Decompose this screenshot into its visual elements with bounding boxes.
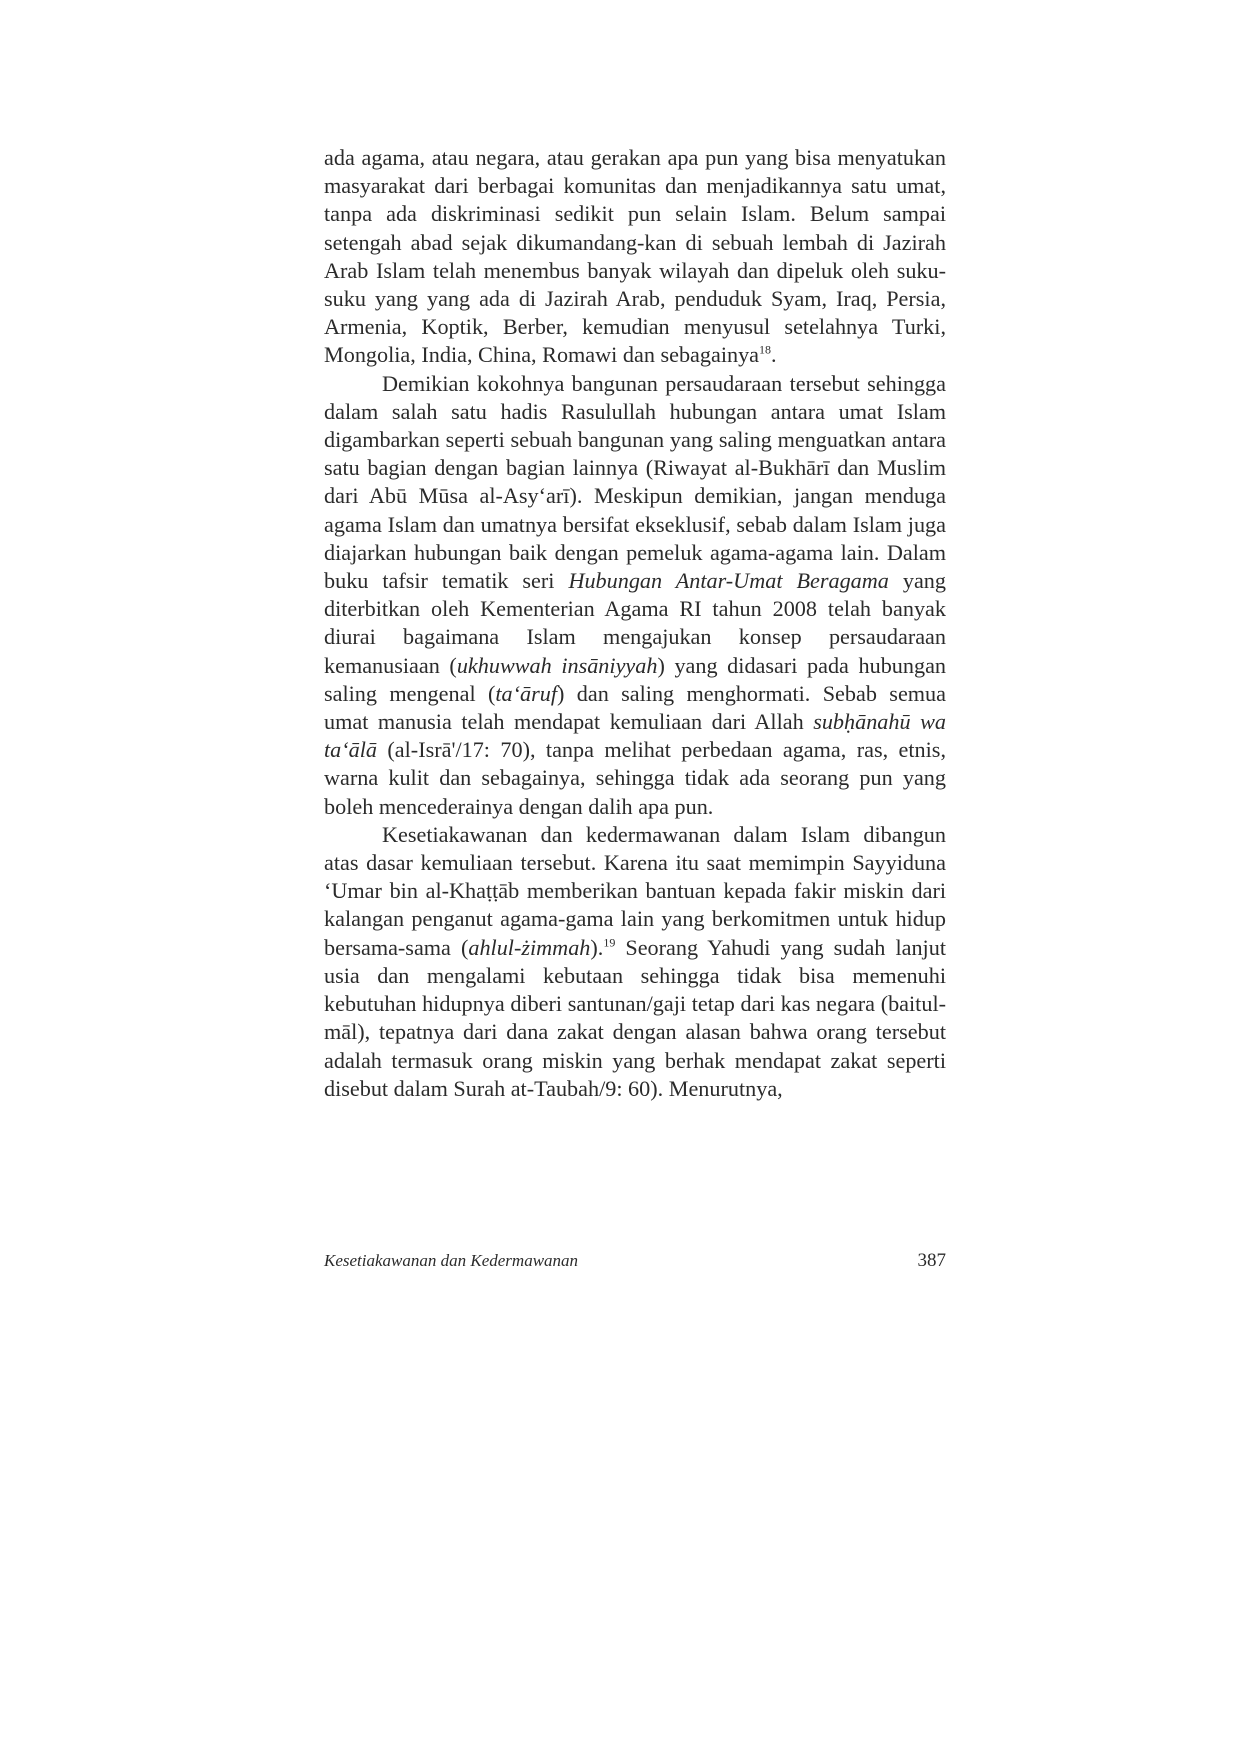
term-ahlul-zimmah: ahlul-żimmah [468,934,591,960]
paragraph-2-part-5: (al-Isrā'/17: 70), tanpa melihat perbedaan agama, ras, etnis, warna kulit dan sebagainya, sehingga tidak ada seorang pun yang boleh mencederainya dengan dalih apa pun. [324,737,946,819]
paragraph-2-part-1: Demikian kokohnya bangunan persaudaraan tersebut sehingga dalam salah satu hadis Rasulullah hubungan antara umat Islam digambarkan seperti sebuah bangunan yang saling menguatkan antara satu bagian dengan bagian lainnya (Riwayat al-Bukhārī dan Muslim dari Abū Mūsa al-Asy‘arī). Meskipun demikian, jangan menduga agama Islam dan umatnya bersifat ekseklusif, sebab dalam Islam juga diajarkan hubungan baik dengan pemeluk agama-agama lain. Dalam buku tafsir tematik seri [324,370,946,594]
book-series-title: Hubungan Antar-Umat Beragama [568,568,889,594]
paragraph-3 [324,821,946,1103]
term-ukhuwwah-insaniyyah: ukhuwwah insāniyyah [456,652,658,678]
paragraph-3-part-3: Seorang Yahudi yang sudah lanjut usia dan mengalami kebutaan sehingga tidak bisa memenuhi kebutuhan hidupnya diberi santunan/gaji tetap dari kas negara (baitul-māl), tepatnya dari dana zakat dengan alasan bahwa orang tersebut adalah termasuk orang miskin yang berhak mendapat zakat seperti disebut dalam Surah at-Taubah/9: 60). Menurutnya, [324,934,946,1101]
footnote-ref-19[interactable]: 19 [603,935,616,950]
term-taaruf: ta‘āruf [495,680,557,706]
page-body [324,144,946,1103]
paragraph-3-part-1: Kesetiakawanan dan kedermawanan dalam Islam dibangun atas dasar kemuliaan tersebut. Karena itu saat memimpin Sayyiduna ‘Umar bin al-Khaṭṭāb memberikan bantuan kepada fakir miskin dari kalangan penganut agama-gama lain yang berkomitmen untuk hidup bersama-sama ( [324,821,946,960]
paragraph-3-part-2: ). [590,934,604,960]
footnote-ref-18[interactable]: 18 [759,343,772,358]
paragraph-2-part-3: ) yang didasari pada hubungan saling mengenal ( [324,652,947,706]
paragraph-1 [324,144,946,370]
running-title: Kesetiakawanan dan Kedermawanan [324,1251,579,1270]
paragraph-1-end: . [771,342,777,368]
paragraph-1-text: ada agama, atau negara, atau gerakan apa pun yang bisa menyatukan masyarakat dari berbagai komunitas dan menjadikannya satu umat, tanpa ada diskriminasi sedikit pun selain Islam. Belum sampai setengah abad sejak dikumandang-kan di sebuah lembah di Jazirah Arab Islam telah menembus banyak wilayah dan dipeluk oleh suku-suku yang yang ada di Jazirah Arab, penduduk Syam, Iraq, Persia, Armenia, Koptik, Berber, kemudian menyusul setelahnya Turki, Mongolia, India, China, Romawi dan sebagainya [324,145,946,368]
paragraph-2 [324,370,946,821]
term-subhanahu-wa-taala: subḥānahū wa ta‘ālā [324,709,946,763]
page-number: 387 [917,1250,946,1271]
paragraph-2-part-4: ) dan saling menghormati. Sebab semua umat manusia telah mendapat kemuliaan dari Allah [324,680,946,735]
paragraph-2-part-2: yang diterbitkan oleh Kementerian Agama RI tahun 2008 telah banyak diurai bagaimana Islam mengajukan konsep persaudaraan kemanusiaan ( [324,568,946,678]
page-footer [324,1248,946,1274]
